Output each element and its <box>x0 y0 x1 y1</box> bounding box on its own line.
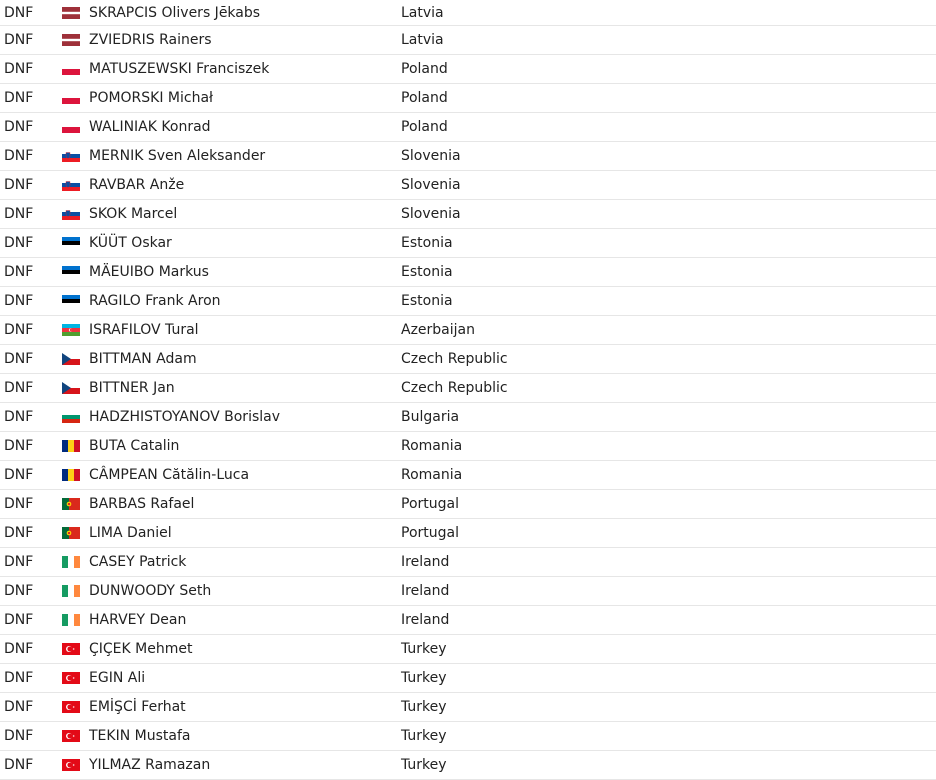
result-row <box>0 461 936 490</box>
country-cell: Ireland <box>401 583 450 599</box>
rider-name-link[interactable]: ZVIEDRIS Rainers <box>89 32 212 48</box>
rider-name-link[interactable]: TEKIN Mustafa <box>89 728 191 744</box>
country-cell: Poland <box>401 119 448 135</box>
rider-name-link[interactable]: EGIN Ali <box>89 670 146 686</box>
status-cell: DNF <box>4 322 34 338</box>
result-row <box>0 519 936 548</box>
rider-name-link[interactable]: CÂMPEAN Cătălin-Luca <box>89 467 250 483</box>
ro-flag-icon <box>62 440 80 452</box>
country-cell: Romania <box>401 467 463 483</box>
status-cell: DNF <box>4 61 34 77</box>
rider-name-link[interactable]: MERNIK Sven Aleksander <box>89 148 266 164</box>
result-row <box>0 374 936 403</box>
rider-name-link[interactable]: ÇIÇEK Mehmet <box>89 641 193 657</box>
pl-flag-icon <box>62 92 80 104</box>
rider-name-link[interactable]: ISRAFILOV Tural <box>89 322 199 338</box>
result-row <box>0 664 936 693</box>
result-row <box>0 113 936 142</box>
rider-name-link[interactable]: BARBAS Rafael <box>89 496 195 512</box>
status-cell: DNF <box>4 641 34 657</box>
result-row <box>0 722 936 751</box>
country-cell: Turkey <box>401 670 447 686</box>
az-flag-icon <box>62 324 80 336</box>
lv-flag-icon <box>62 34 80 46</box>
rider-name-link[interactable]: BITTNER Jan <box>89 380 175 396</box>
rider-name-link[interactable]: SKRAPCIS Olivers Jēkabs <box>89 4 261 21</box>
rider-name-link[interactable]: MATUSZEWSKI Franciszek <box>89 61 270 77</box>
country-cell: Czech Republic <box>401 351 508 367</box>
rider-name-link[interactable]: HARVEY Dean <box>89 612 187 628</box>
status-cell: DNF <box>4 4 34 21</box>
result-row <box>0 432 936 461</box>
country-cell: Turkey <box>401 757 447 773</box>
pl-flag-icon <box>62 63 80 75</box>
country-cell: Ireland <box>401 554 450 570</box>
country-cell: Romania <box>401 438 463 454</box>
result-row <box>0 55 936 84</box>
tr-flag-icon <box>62 759 80 771</box>
result-row <box>0 635 936 664</box>
status-cell: DNF <box>4 177 34 193</box>
status-cell: DNF <box>4 583 34 599</box>
country-cell: Bulgaria <box>401 409 460 425</box>
rider-name-link[interactable]: LIMA Daniel <box>89 525 172 541</box>
pt-flag-icon <box>62 498 80 510</box>
ie-flag-icon <box>62 614 80 626</box>
status-cell: DNF <box>4 670 34 686</box>
status-cell: DNF <box>4 409 34 425</box>
country-cell: Poland <box>401 61 448 77</box>
si-flag-icon <box>62 150 80 162</box>
status-cell: DNF <box>4 351 34 367</box>
bg-flag-icon <box>62 411 80 423</box>
rider-name-link[interactable]: BITTMAN Adam <box>89 351 197 367</box>
status-cell: DNF <box>4 148 34 164</box>
ie-flag-icon <box>62 556 80 568</box>
result-row <box>0 316 936 345</box>
country-cell: Slovenia <box>401 177 461 193</box>
result-row <box>0 84 936 113</box>
status-cell: DNF <box>4 699 34 715</box>
rider-name-link[interactable]: YILMAZ Ramazan <box>89 757 211 773</box>
cz-flag-icon <box>62 382 80 394</box>
country-cell: Turkey <box>401 699 447 715</box>
status-cell: DNF <box>4 235 34 251</box>
rider-name-link[interactable]: CASEY Patrick <box>89 554 187 570</box>
pt-flag-icon <box>62 527 80 539</box>
country-cell: Slovenia <box>401 206 461 222</box>
status-cell: DNF <box>4 612 34 628</box>
cz-flag-icon <box>62 353 80 365</box>
country-cell: Portugal <box>401 496 459 512</box>
status-cell: DNF <box>4 438 34 454</box>
result-row <box>0 548 936 577</box>
country-cell: Estonia <box>401 293 453 309</box>
tr-flag-icon <box>62 643 80 655</box>
ee-flag-icon <box>62 266 80 278</box>
si-flag-icon <box>62 208 80 220</box>
status-cell: DNF <box>4 496 34 512</box>
result-row <box>0 0 936 26</box>
rider-name-link[interactable]: RAGILO Frank Aron <box>89 293 221 309</box>
result-row <box>0 287 936 316</box>
result-row <box>0 258 936 287</box>
rider-name-link[interactable]: WALINIAK Konrad <box>89 119 211 135</box>
status-cell: DNF <box>4 32 34 48</box>
result-row <box>0 142 936 171</box>
rider-name-link[interactable]: POMORSKI Michał <box>89 90 214 106</box>
country-cell: Azerbaijan <box>401 322 475 338</box>
rider-name-link[interactable]: DUNWOODY Seth <box>89 583 212 599</box>
country-cell: Latvia <box>401 32 444 48</box>
ee-flag-icon <box>62 295 80 307</box>
result-row <box>0 229 936 258</box>
lv-flag-icon <box>62 7 80 19</box>
status-cell: DNF <box>4 757 34 773</box>
rider-name-link[interactable]: MÄEUIBO Markus <box>89 264 209 280</box>
tr-flag-icon <box>62 730 80 742</box>
result-row <box>0 751 936 780</box>
status-cell: DNF <box>4 264 34 280</box>
result-row <box>0 171 936 200</box>
country-cell: Turkey <box>401 641 447 657</box>
pl-flag-icon <box>62 121 80 133</box>
status-cell: DNF <box>4 293 34 309</box>
status-cell: DNF <box>4 206 34 222</box>
status-cell: DNF <box>4 90 34 106</box>
status-cell: DNF <box>4 554 34 570</box>
rider-name-link[interactable]: RAVBAR Anže <box>89 177 185 193</box>
ie-flag-icon <box>62 585 80 597</box>
country-cell: Poland <box>401 90 448 106</box>
result-row <box>0 200 936 229</box>
si-flag-icon <box>62 179 80 191</box>
result-row <box>0 345 936 374</box>
result-row <box>0 490 936 519</box>
country-cell: Ireland <box>401 612 450 628</box>
result-row <box>0 403 936 432</box>
result-row <box>0 26 936 55</box>
result-row <box>0 577 936 606</box>
status-cell: DNF <box>4 119 34 135</box>
country-cell: Portugal <box>401 525 459 541</box>
country-cell: Estonia <box>401 235 453 251</box>
rider-name-link[interactable]: HADZHISTOYANOV Borislav <box>89 409 281 425</box>
status-cell: DNF <box>4 467 34 483</box>
result-row <box>0 606 936 635</box>
rider-name-link[interactable]: SKOK Marcel <box>89 206 178 222</box>
rider-name-link[interactable]: BUTA Catalin <box>89 438 180 454</box>
ro-flag-icon <box>62 469 80 481</box>
country-cell: Slovenia <box>401 148 461 164</box>
country-cell: Latvia <box>401 4 444 21</box>
tr-flag-icon <box>62 672 80 684</box>
country-cell: Czech Republic <box>401 380 508 396</box>
country-cell: Turkey <box>401 728 447 744</box>
status-cell: DNF <box>4 380 34 396</box>
tr-flag-icon <box>62 701 80 713</box>
ee-flag-icon <box>62 237 80 249</box>
result-row <box>0 693 936 722</box>
country-cell: Estonia <box>401 264 453 280</box>
rider-name-link[interactable]: KÜÜT Oskar <box>89 235 172 251</box>
status-cell: DNF <box>4 525 34 541</box>
rider-name-link[interactable]: EMİŞCİ Ferhat <box>89 699 186 715</box>
status-cell: DNF <box>4 728 34 744</box>
